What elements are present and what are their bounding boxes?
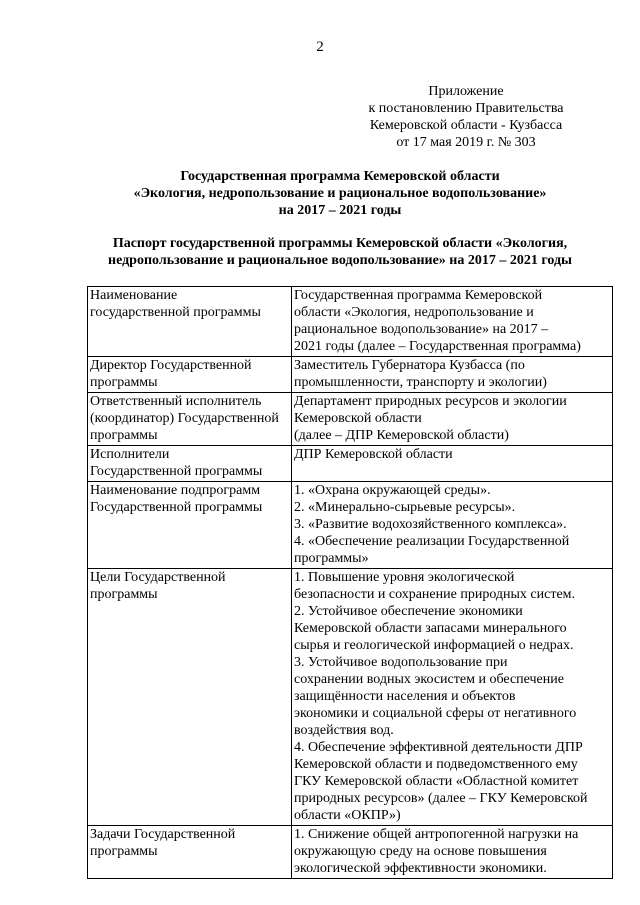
passport-title-line: Паспорт государственной программы Кемеровской области «Экология, <box>112 236 568 251</box>
value-line: Заместитель Губернатора Кузбасса (по <box>294 358 525 373</box>
value-line: 3. Устойчивое водопользование при <box>294 655 508 670</box>
value-line: 2. «Минерально-сырьевые ресурсы». <box>294 500 516 515</box>
table-row <box>88 569 613 826</box>
value-line: 2021 годы (далее – Государственная программа) <box>294 339 581 354</box>
row-value <box>292 446 613 482</box>
value-line: Государственная программа Кемеровской <box>294 288 543 303</box>
label-line: Цели Государственной <box>90 570 226 585</box>
value-line: защищённости населения и объектов <box>294 689 516 704</box>
value-line: экологической эффективности экономики. <box>294 861 547 876</box>
value-line: 4. «Обеспечение реализации Государственной <box>294 534 570 549</box>
passport-title-line: недропользование и рациональное водопользование» на 2017 – 2021 годы <box>108 253 572 268</box>
value-line: воздействия вод. <box>294 723 394 738</box>
table-row <box>88 446 613 482</box>
passport-table <box>87 286 613 879</box>
program-title-line: на 2017 – 2021 годы <box>278 203 402 218</box>
label-line: Государственной программы <box>90 464 263 479</box>
value-line: Кемеровской области и подведомственного ему <box>294 757 578 772</box>
value-line: природных ресурсов» (далее – ГКУ Кемеровской <box>294 791 588 806</box>
label-line: программы <box>90 587 158 602</box>
value-line: ДПР Кемеровской области <box>294 447 453 462</box>
program-title-line: «Экология, недропользование и рациональное водопользование» <box>133 186 547 201</box>
value-line: Кемеровской области <box>294 411 422 426</box>
value-line: (далее – ДПР Кемеровской области) <box>294 428 509 443</box>
value-line: промышленности, транспорту и экологии) <box>294 375 547 390</box>
row-value <box>292 357 613 393</box>
label-line: программы <box>90 844 158 859</box>
value-line: экономики и социальной сферы от негативного <box>294 706 577 721</box>
label-line: Государственной программы <box>90 500 263 515</box>
row-value <box>292 826 613 879</box>
appendix-line: к постановлению Правительства <box>368 101 564 116</box>
row-label <box>88 357 292 393</box>
label-line: Наименование <box>90 288 178 303</box>
appendix-block <box>356 83 576 151</box>
program-title-line: Государственная программа Кемеровской области <box>180 169 500 184</box>
value-line: безопасности и сохранение природных систем. <box>294 587 576 602</box>
value-line: 1. Повышение уровня экологической <box>294 570 515 585</box>
table-row <box>88 287 613 357</box>
value-line: области «ОКПР») <box>294 808 401 823</box>
value-line: 3. «Развитие водохозяйственного комплекса». <box>294 517 567 532</box>
row-value <box>292 569 613 826</box>
value-line: области «Экология, недропользование и <box>294 305 534 320</box>
value-line: рациональное водопользование» на 2017 – <box>294 322 549 337</box>
table-row <box>88 357 613 393</box>
appendix-line: Кемеровской области - Кузбасса <box>369 118 563 133</box>
value-line: сырья и геологической информацией о недрах. <box>294 638 574 653</box>
label-line: программы <box>90 428 158 443</box>
value-line: программы» <box>294 551 369 566</box>
value-line: Кемеровской области запасами минерального <box>294 621 567 636</box>
appendix-line: Приложение <box>428 84 504 99</box>
appendix-line: от 17 мая 2019 г. № 303 <box>396 135 536 150</box>
value-line: окружающую среду на основе повышения <box>294 844 547 859</box>
program-title <box>80 168 600 219</box>
label-line: Исполнители <box>90 447 170 462</box>
label-line: (координатор) Государственной <box>90 411 279 426</box>
page-number: 2 <box>316 39 324 55</box>
row-label <box>88 393 292 446</box>
row-label <box>88 446 292 482</box>
label-line: программы <box>90 375 158 390</box>
label-line: государственной программы <box>90 305 261 320</box>
passport-title <box>70 235 610 269</box>
row-label <box>88 569 292 826</box>
value-line: 4. Обеспечение эффективной деятельности ДПР <box>294 740 583 755</box>
value-line: сохранении водных экосистем и обеспечение <box>294 672 564 687</box>
row-label <box>88 287 292 357</box>
row-value <box>292 482 613 569</box>
table-row <box>88 393 613 446</box>
value-line: 2. Устойчивое обеспечение экономики <box>294 604 523 619</box>
row-value <box>292 393 613 446</box>
value-line: Департамент природных ресурсов и экологии <box>294 394 567 409</box>
value-line: 1. Снижение общей антропогенной нагрузки на <box>294 827 579 842</box>
row-label <box>88 826 292 879</box>
row-value <box>292 287 613 357</box>
table-row <box>88 826 613 879</box>
label-line: Задачи Государственной <box>90 827 236 842</box>
label-line: Ответственный исполнитель <box>90 394 262 409</box>
table-row <box>88 482 613 569</box>
label-line: Наименование подпрограмм <box>90 483 261 498</box>
label-line: Директор Государственной <box>90 358 252 373</box>
value-line: 1. «Охрана окружающей среды». <box>294 483 491 498</box>
value-line: ГКУ Кемеровской области «Областной комитет <box>294 774 579 789</box>
row-label <box>88 482 292 569</box>
